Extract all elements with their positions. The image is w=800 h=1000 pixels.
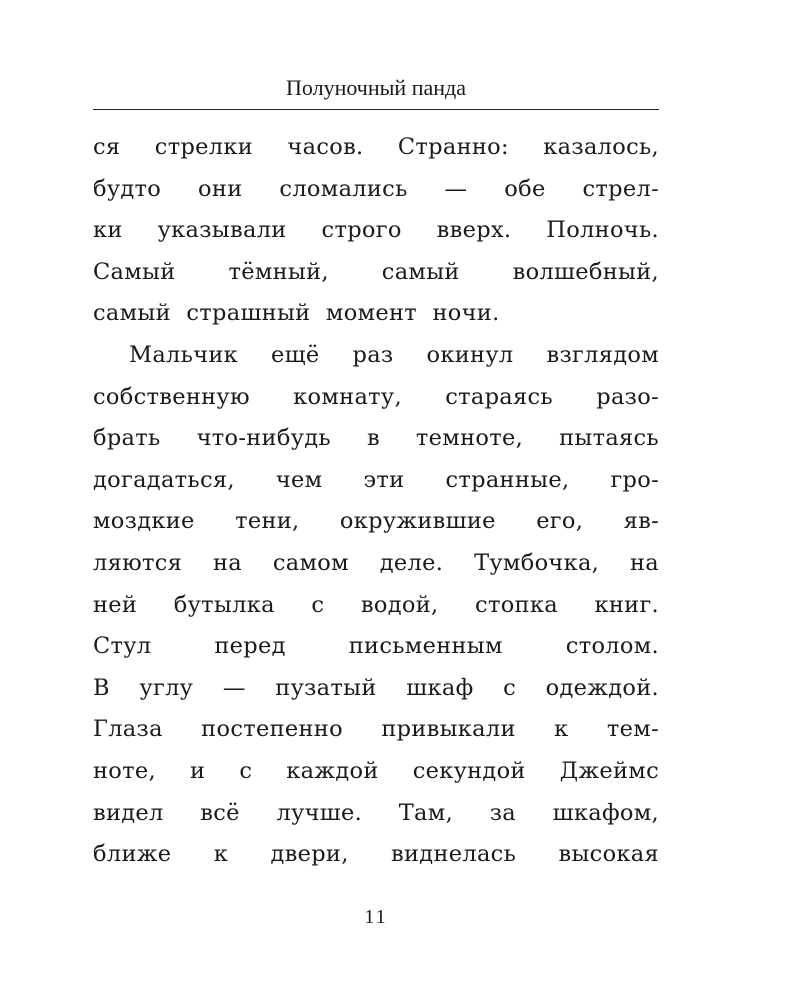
text-line: ляются на самом деле. Тумбочка, на xyxy=(93,549,659,576)
text-line: Глаза постепенно привыкали к тем- xyxy=(93,716,659,743)
body-text xyxy=(93,127,659,876)
header-rule xyxy=(93,109,659,110)
text-line: В углу — пузатый шкаф с одеждой. xyxy=(93,674,659,701)
text-line: будто они сломались — обе стрел- xyxy=(93,175,659,202)
text-line: собственную комнату, стараясь разо- xyxy=(93,383,659,410)
text-line: самый страшный момент ночи. xyxy=(93,300,500,327)
text-line: Самый тёмный, самый волшебный, xyxy=(93,258,659,285)
text-line: ся стрелки часов. Странно: казалось, xyxy=(93,134,659,160)
page-number: 11 xyxy=(364,906,388,928)
text-line: моздкие тени, окружившие его, яв- xyxy=(93,508,659,535)
text-line: видел всё лучше. Там, за шкафом, xyxy=(93,799,659,826)
running-head: Полуночный панда xyxy=(286,75,466,100)
text-line: ближе к двери, виднелась высокая xyxy=(93,841,659,868)
text-line: брать что-нибудь в темноте, пытаясь xyxy=(93,425,659,452)
text-line: ней бутылка с водой, стопка книг. xyxy=(93,591,659,618)
text-line: ки указывали строго вверх. Полночь. xyxy=(93,217,659,244)
text-line: догадаться, чем эти странные, гро- xyxy=(93,466,659,493)
text-line: ноте, и с каждой секундой Джеймс xyxy=(93,757,659,784)
text-line: Стул перед письменным столом. xyxy=(93,633,659,660)
text-line: Мальчик ещё раз окинул взглядом xyxy=(129,341,659,368)
